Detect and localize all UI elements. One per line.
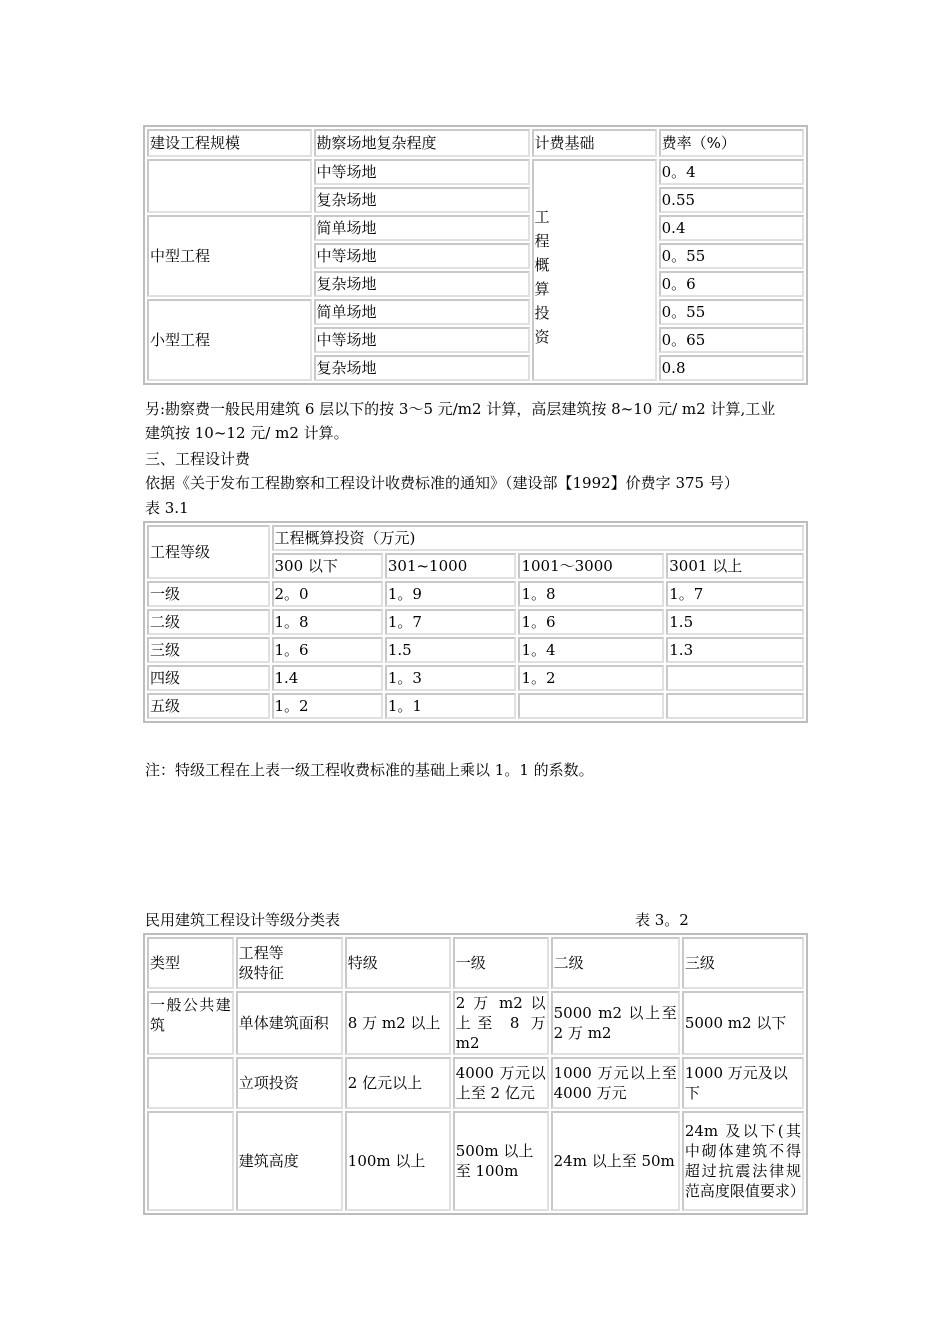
- survey-fee-note-line1: 另:勘察费一般民用建筑 6 层以下的按 3～5 元/m2 计算，高层建筑按 8~10 元/ m2 计算,工业: [145, 400, 776, 418]
- table-header-row: [147, 129, 804, 157]
- rate-cell: 0。6: [659, 271, 804, 297]
- grade-cell: 二级: [147, 609, 270, 635]
- type-cell: [147, 1111, 234, 1211]
- table-row: [147, 665, 804, 691]
- table-row: [147, 581, 804, 607]
- table-row: [147, 215, 804, 241]
- feature-cell: 单体建筑面积: [236, 991, 343, 1055]
- survey-fee-note-line2: 建筑按 10~12 元/ m2 计算。: [145, 424, 349, 442]
- site-cell: 简单场地: [314, 299, 530, 325]
- header-line: 工程等: [238, 944, 284, 962]
- header-line: 级特征: [238, 964, 284, 982]
- value-cell: 1。8: [518, 581, 664, 607]
- rate-cell: 0。65: [659, 327, 804, 353]
- rate-cell: 0。55: [659, 299, 804, 325]
- table-row: [147, 609, 804, 635]
- value-cell: 1。7: [666, 581, 804, 607]
- header-cell: 特级: [345, 937, 451, 989]
- value-cell: 4000 万元以上至 2 亿元: [453, 1057, 549, 1109]
- header-cell: 费率（%）: [659, 129, 804, 157]
- feature-cell: 建筑高度: [236, 1111, 343, 1211]
- grade-header: 工程等级: [147, 525, 270, 579]
- grade-cell: 三级: [147, 637, 270, 663]
- special-grade-note: 注：特级工程在上表一级工程收费标准的基础上乘以 1。1 的系数。: [145, 761, 594, 779]
- value-cell: 5000 m2 以上至 2 万 m2: [551, 991, 680, 1055]
- value-cell: 1.3: [666, 637, 804, 663]
- table-row: [147, 991, 804, 1055]
- scale-cell: [147, 159, 312, 213]
- table-row: [147, 299, 804, 325]
- rate-cell: 0。4: [659, 159, 804, 185]
- survey-fee-table: [143, 125, 808, 385]
- value-cell: 1。4: [518, 637, 664, 663]
- table-header-row: [147, 525, 804, 551]
- value-cell: 1。3: [385, 665, 517, 691]
- value-cell: 8 万 m2 以上: [345, 991, 451, 1055]
- design-fee-table: [143, 521, 808, 723]
- feature-cell: 立项投资: [236, 1057, 343, 1109]
- table-header-row: [147, 937, 804, 989]
- column-header: 3001 以上: [666, 553, 804, 579]
- grade-cell: 五级: [147, 693, 270, 719]
- table-row: [147, 637, 804, 663]
- value-cell: 1.4: [272, 665, 383, 691]
- value-cell: 1。1: [385, 693, 517, 719]
- grade-cell: 一级: [147, 581, 270, 607]
- value-cell: 1。6: [518, 609, 664, 635]
- basis-reference: 依据《关于发布工程勘察和工程设计收费标准的通知》（建设部【1992】价费字 375 号）: [145, 474, 739, 492]
- value-cell: 1.5: [385, 637, 517, 663]
- header-cell: 一级: [453, 937, 549, 989]
- value-cell: 1。9: [385, 581, 517, 607]
- site-cell: 中等场地: [314, 243, 530, 269]
- value-cell: 1。6: [272, 637, 383, 663]
- value-cell: 1。7: [385, 609, 517, 635]
- value-cell: 1000 万元以上至 4000 万元: [551, 1057, 680, 1109]
- rate-cell: 0。55: [659, 243, 804, 269]
- value-cell: [666, 693, 804, 719]
- rate-cell: 0.4: [659, 215, 804, 241]
- header-cell: 建设工程规模: [147, 129, 312, 157]
- value-cell: [666, 665, 804, 691]
- header-cell: 二级: [551, 937, 680, 989]
- site-cell: 中等场地: [314, 327, 530, 353]
- column-header: 301~1000: [385, 553, 517, 579]
- header-cell: 勘察场地复杂程度: [314, 129, 530, 157]
- value-cell: 5000 m2 以下: [682, 991, 804, 1055]
- header-cell: 三级: [682, 937, 804, 989]
- rate-cell: 0.55: [659, 187, 804, 213]
- site-cell: 简单场地: [314, 215, 530, 241]
- value-cell: 1。2: [518, 665, 664, 691]
- scale-cell: 中型工程: [147, 215, 312, 297]
- table-row: [147, 1057, 804, 1109]
- value-cell: 1000 万元及以下: [682, 1057, 804, 1109]
- classification-table-label: 表 3。2: [635, 911, 689, 929]
- value-cell: 2。0: [272, 581, 383, 607]
- site-cell: 复杂场地: [314, 271, 530, 297]
- table-row: [147, 159, 804, 185]
- header-cell: 类型: [147, 937, 234, 989]
- classification-table-title: 民用建筑工程设计等级分类表: [145, 911, 341, 929]
- value-cell: 24m 以上至 50m: [551, 1111, 680, 1211]
- value-cell: [518, 693, 664, 719]
- value-cell: 500m 以上至 100m: [453, 1111, 549, 1211]
- value-cell: 100m 以上: [345, 1111, 451, 1211]
- column-header: 300 以下: [272, 553, 383, 579]
- scale-cell: 小型工程: [147, 299, 312, 381]
- rate-cell: 0.8: [659, 355, 804, 381]
- column-header: 1001～3000: [518, 553, 664, 579]
- table-row: [147, 693, 804, 719]
- site-cell: 复杂场地: [314, 187, 530, 213]
- investment-header: 工程概算投资（万元): [272, 525, 805, 551]
- value-cell: 1.5: [666, 609, 804, 635]
- value-cell: 2 亿元以上: [345, 1057, 451, 1109]
- classification-table: [143, 933, 808, 1215]
- type-cell: 一般公共建筑: [147, 991, 234, 1055]
- value-cell: 1。8: [272, 609, 383, 635]
- section-title: 三、工程设计费: [145, 450, 251, 468]
- header-cell: [236, 937, 343, 989]
- value-cell: 24m 及以下(其中砌体建筑不得超过抗震法律规范高度限值要求）: [682, 1111, 804, 1211]
- site-cell: 复杂场地: [314, 355, 530, 381]
- table-row: [147, 1111, 804, 1211]
- table-label: 表 3.1: [145, 499, 189, 517]
- basis-cell: [532, 159, 657, 381]
- type-cell: [147, 1057, 234, 1109]
- grade-cell: 四级: [147, 665, 270, 691]
- basis-text: 工程概算投资: [534, 208, 550, 346]
- site-cell: 中等场地: [314, 159, 530, 185]
- header-cell: 计费基础: [532, 129, 657, 157]
- value-cell: 1。2: [272, 693, 383, 719]
- value-cell: 2 万 m2 以上至 8 万 m2: [453, 991, 549, 1055]
